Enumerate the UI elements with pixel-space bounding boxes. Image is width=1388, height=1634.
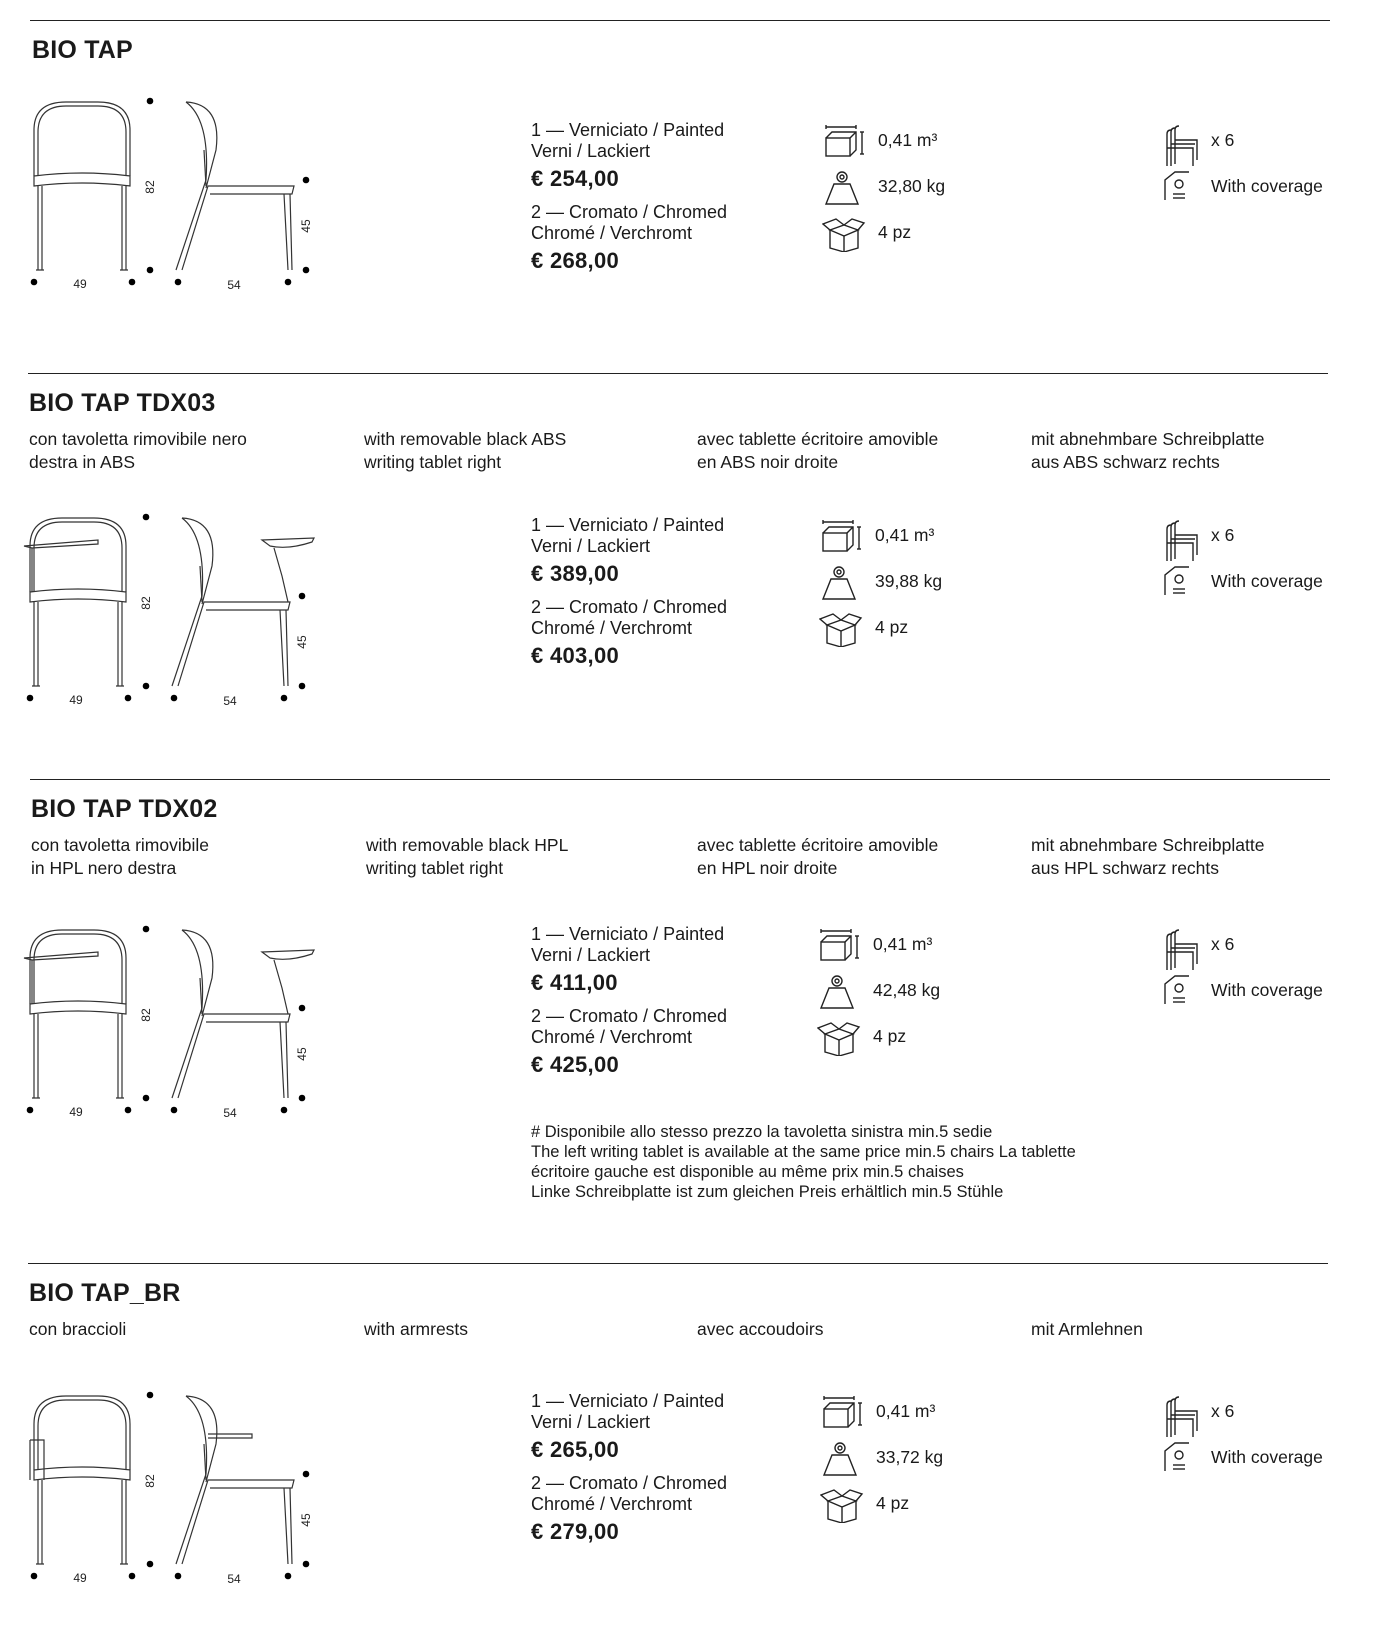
dimension-marker — [171, 695, 178, 702]
dimension-marker — [281, 1107, 288, 1114]
dimension-marker — [129, 1573, 136, 1580]
weight-icon — [822, 170, 862, 211]
description-it: con tavoletta rimovibile nero destra in ABS — [29, 429, 247, 472]
product-title: BIO TAP TDX03 — [29, 389, 216, 417]
finish-option-price: € 403,00 — [531, 643, 620, 668]
volume-icon — [820, 1395, 864, 1436]
dimension-marker — [175, 1573, 182, 1580]
weight-value: 39,88 kg — [875, 571, 943, 591]
volume-icon — [822, 124, 866, 165]
dimension-marker — [143, 514, 150, 521]
dimension-depth: 54 — [227, 1572, 241, 1586]
stack-chairs-icon — [1163, 519, 1199, 568]
dimension-marker — [27, 1107, 34, 1114]
pieces-value: 4 pz — [875, 617, 909, 637]
dimension-marker — [299, 1095, 306, 1102]
weight-icon — [817, 974, 857, 1015]
dimension-marker — [129, 279, 136, 286]
volume-value: 0,41 m³ — [876, 1401, 936, 1421]
volume-value: 0,41 m³ — [873, 934, 933, 954]
product-title: BIO TAP — [32, 36, 133, 64]
chair-drawing — [26, 1384, 336, 1599]
finish-option-label: 2 — Cromato / Chromed Chromé / Verchromt — [531, 202, 728, 243]
coverage-icon — [1163, 974, 1191, 1011]
dimension-marker — [147, 98, 154, 105]
finish-option-price: € 279,00 — [531, 1519, 620, 1544]
section-divider — [28, 373, 1328, 374]
coverage-icon — [1163, 565, 1191, 602]
description-fr: avec tablette écritoire amovible en HPL noir droite — [697, 835, 939, 878]
finish-option-label: 1 — Verniciato / Painted Verni / Lackiert — [531, 120, 725, 161]
description-fr: avec tablette écritoire amovible en ABS noir droite — [697, 429, 939, 472]
finish-option-label: 1 — Verniciato / Painted Verni / Lackiert — [531, 515, 725, 556]
dimension-width: 49 — [73, 277, 87, 291]
dimension-marker — [175, 279, 182, 286]
finish-option-price: € 254,00 — [531, 166, 620, 191]
dimension-marker — [143, 926, 150, 933]
finish-option-label: 1 — Verniciato / Painted Verni / Lackiert — [531, 924, 725, 965]
volume-icon — [819, 519, 863, 560]
dimension-marker — [143, 683, 150, 690]
dimension-depth: 54 — [227, 278, 241, 292]
description-en: with removable black ABS writing tablet right — [364, 429, 567, 472]
dimension-seat-height: 45 — [295, 635, 309, 649]
finish-option-label: 2 — Cromato / Chromed Chromé / Verchromt — [531, 1473, 728, 1514]
availability-note: # Disponibile allo stesso prezzo la tavoletta sinistra min.5 sedie The left writing tablet is available at the same price min.5 chairs La tablette écritoire gauche est disponible au même prix min.5 chaises Linke Schreibplatte ist zum gleichen Preis erhältlich min.5 Stühle — [531, 1123, 1076, 1201]
volume-value: 0,41 m³ — [878, 130, 938, 150]
stack-count: x 6 — [1211, 525, 1235, 545]
dimension-height: 82 — [143, 180, 157, 194]
dimension-marker — [27, 695, 34, 702]
dimension-seat-height: 45 — [299, 1513, 313, 1527]
weight-value: 33,72 kg — [876, 1447, 944, 1467]
box-icon — [822, 216, 866, 257]
description-de: mit Armlehnen — [1031, 1319, 1143, 1339]
dimension-marker — [147, 1561, 154, 1568]
dimension-marker — [125, 695, 132, 702]
price-options — [531, 1391, 791, 1555]
dimension-marker — [303, 267, 310, 274]
stack-count: x 6 — [1211, 934, 1235, 954]
description-de: mit abnehmbare Schreibplatte aus ABS schwarz rechts — [1031, 429, 1265, 472]
dimension-marker — [285, 279, 292, 286]
dimension-marker — [303, 177, 310, 184]
dimension-marker — [299, 1005, 306, 1012]
dimension-depth: 54 — [223, 1106, 237, 1120]
finish-option-label: 1 — Verniciato / Painted Verni / Lackiert — [531, 1391, 725, 1432]
dimension-height: 82 — [139, 596, 153, 610]
volume-value: 0,41 m³ — [875, 525, 935, 545]
product-title: BIO TAP TDX02 — [31, 795, 218, 823]
dimension-seat-height: 45 — [295, 1047, 309, 1061]
coverage-icon — [1163, 1441, 1191, 1478]
price-options — [531, 120, 791, 284]
dimension-marker — [299, 683, 306, 690]
dimension-height: 82 — [139, 1008, 153, 1022]
dimension-marker — [31, 279, 38, 286]
coverage-label: With coverage — [1211, 571, 1323, 591]
dimension-marker — [303, 1471, 310, 1478]
coverage-label: With coverage — [1211, 980, 1323, 1000]
coverage-label: With coverage — [1211, 176, 1323, 196]
dimension-marker — [125, 1107, 132, 1114]
chair-drawing — [22, 506, 342, 721]
box-icon — [819, 611, 863, 652]
section-divider — [30, 779, 1330, 780]
pieces-value: 4 pz — [876, 1493, 910, 1513]
dimension-marker — [147, 1392, 154, 1399]
box-icon — [817, 1020, 861, 1061]
finish-option-price: € 265,00 — [531, 1437, 620, 1462]
finish-option-price: € 389,00 — [531, 561, 620, 586]
dimension-marker — [147, 267, 154, 274]
chair-drawing — [22, 918, 342, 1133]
description-en: with removable black HPL writing tablet right — [366, 835, 569, 878]
price-options — [531, 924, 791, 1088]
description-it: con tavoletta rimovibile in HPL nero destra — [31, 835, 209, 878]
finish-option-label: 2 — Cromato / Chromed Chromé / Verchromt — [531, 1006, 728, 1047]
description-en: with armrests — [364, 1319, 469, 1339]
stack-count: x 6 — [1211, 1401, 1235, 1421]
dimension-marker — [285, 1573, 292, 1580]
dimension-height: 82 — [143, 1474, 157, 1488]
dimension-width: 49 — [73, 1571, 87, 1585]
section-divider — [28, 1263, 1328, 1264]
stack-chairs-icon — [1163, 124, 1199, 173]
weight-value: 42,48 kg — [873, 980, 941, 1000]
dimension-marker — [31, 1573, 38, 1580]
dimension-width: 49 — [69, 693, 83, 707]
pieces-value: 4 pz — [873, 1026, 907, 1046]
chair-drawing — [26, 90, 336, 305]
finish-option-price: € 268,00 — [531, 248, 620, 273]
volume-icon — [817, 928, 861, 969]
dimension-marker — [171, 1107, 178, 1114]
dimension-seat-height: 45 — [299, 219, 313, 233]
weight-icon — [820, 1441, 860, 1482]
stack-chairs-icon — [1163, 1395, 1199, 1444]
section-divider — [30, 20, 1330, 21]
description-fr: avec accoudoirs — [697, 1319, 824, 1339]
dimension-depth: 54 — [223, 694, 237, 708]
finish-option-price: € 411,00 — [531, 970, 618, 995]
dimension-marker — [143, 1095, 150, 1102]
coverage-icon — [1163, 170, 1191, 207]
weight-value: 32,80 kg — [878, 176, 946, 196]
stack-chairs-icon — [1163, 928, 1199, 977]
dimension-width: 49 — [69, 1105, 83, 1119]
dimension-marker — [281, 695, 288, 702]
dimension-marker — [299, 593, 306, 600]
coverage-label: With coverage — [1211, 1447, 1323, 1467]
dimension-marker — [303, 1561, 310, 1568]
weight-icon — [819, 565, 859, 606]
box-icon — [820, 1487, 864, 1528]
product-title: BIO TAP_BR — [29, 1279, 181, 1307]
finish-option-label: 2 — Cromato / Chromed Chromé / Verchromt — [531, 597, 728, 638]
pieces-value: 4 pz — [878, 222, 912, 242]
finish-option-price: € 425,00 — [531, 1052, 620, 1077]
description-it: con braccioli — [29, 1319, 127, 1339]
stack-count: x 6 — [1211, 130, 1235, 150]
price-options — [531, 515, 791, 679]
description-de: mit abnehmbare Schreibplatte aus HPL schwarz rechts — [1031, 835, 1265, 878]
